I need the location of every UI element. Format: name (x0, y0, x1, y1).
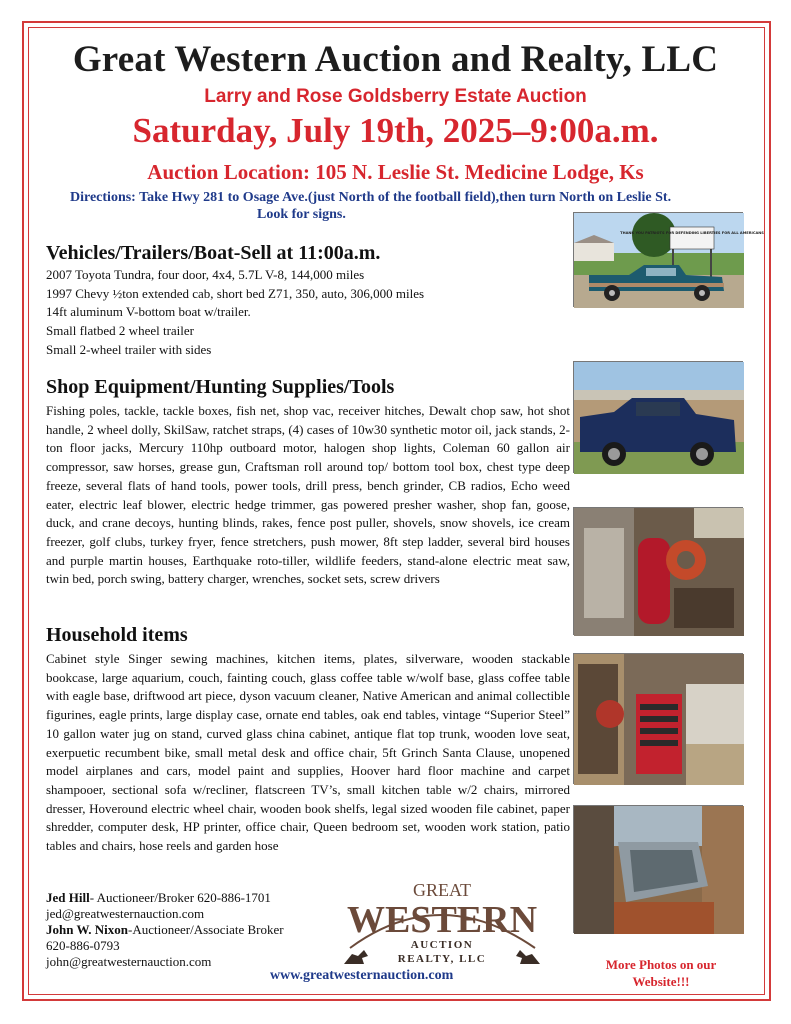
page-title: Great Western Auction and Realty, LLC (72, 39, 719, 80)
photo-boat-trailer-image (574, 806, 744, 934)
photo-chevy-truck-image (574, 213, 764, 308)
auctioneer-2-email[interactable]: john@greatwesternauction.com (46, 954, 212, 969)
shop-heading: Shop Equipment/Hunting Supplies/Tools (46, 376, 395, 398)
logo-great: GREAT (413, 880, 471, 900)
household-items-text: Cabinet style Singer sewing machines, kitchen items, plates, silverware, wooden stackable bookcase, large aquarium, couch, fainting couch, glass coffee table w/wolf base, glass coffee table with eagle base, driftwood art piece, dyson vacuum cleaner, Native American and animal collectible figurines, eagle prints, large display case, ornate end tables, oak end tables, vintage “Superior Steel” 10 gallon water jug on stand, curved glass china cabinet, antique flat top trunk, wooden love seat, exerpuetic recumbent bike, small metal desk and office chair, 5ft Grinch Santa Clause, unopened model airplanes and cars, model paint and supplies, Hoover hard floor machine and carpet shampooer, sectional sofa w/recliner, flatscreen TV’s, small kitchen table w/2 chairs, mirrored dresser, Hoveround electric wheel chair, wooden book shelfs, legal sized wooden file cabinet, paper shredder, computer desk, HP printer, office chair, Queen bedroom set, wooden work station, patio tables and chairs, hose reels and garden hose (46, 651, 570, 854)
photo-toolboxes-image (574, 654, 744, 785)
photo-chevy-truck (573, 212, 764, 307)
sign-text: THANK YOU PATRIOTS FOR DEFENDING LIBERTIES FOR ALL AMERICANS (620, 231, 764, 235)
list-item: Small flatbed 2 wheel trailer (46, 323, 195, 339)
horse-icon-right (516, 950, 540, 964)
auctioneer-2-name: John W. Nixon (46, 922, 129, 937)
more-photos-note: More Photos on our Website!!! (605, 957, 717, 989)
logo-realty: REALTY, LLC (397, 953, 487, 965)
auction-location: Auction Location: 105 N. Leslie St. Medicine Lodge, Ks (147, 160, 644, 184)
list-item: 2007 Toyota Tundra, four door, 4x4, 5.7L V-8, 144,000 miles (46, 267, 365, 282)
auctioneer-1-email[interactable]: jed@greatwesternauction.com (46, 906, 205, 921)
website-link[interactable]: www.greatwesternauction.com (270, 968, 454, 983)
directions-line-2: Look for signs. (257, 207, 346, 222)
photo-shop-compressor-image (574, 508, 744, 636)
logo-western: WESTERN (346, 899, 538, 941)
household-heading: Household items (46, 624, 188, 646)
auctioneer-2-role: -Auctioneer/Associate Broker (128, 922, 284, 937)
auctioneer-1-role: - Auctioneer/Broker 620-886-1701 (89, 890, 271, 905)
logo-auction: AUCTION (410, 939, 474, 951)
photo-toyota-tundra (573, 361, 743, 473)
list-item: 1997 Chevy ½ton extended cab, short bed Z71, 350, auto, 306,000 miles (46, 285, 425, 301)
shop-items-text: Fishing poles, tackle, tackle boxes, fish net, shop vac, receiver hitches, Dewalt chop saw, hot shot handle, 2 wheel dolly, SkilSaw, ratchet straps, (4) cases of 10w30 synthetic motor oil, jack stands, 2-ton floor jacks, Mercury 110hp outboard motor, halogen shop lights, Coleman 60 gallon air compressor, saw horses, grease gun, Craftsman roll around top/ bottom tool box, chest type deep freeze, several flats of hand tools, power tools, drill press, bench grinder, CB radios, Echo weed eater, electric leaf blower, electric hedge trimmer, gas powered presher washer, shop fan, goose, duck, and crane decoys, hunting blinds, rakes, fence post puller, shovels, snow shovels, ice cream freezer, golf clubs, turkey fryer, fence stretchers, push mower, 8ft step ladder, several bird houses and purple martin houses, Earthquake roto-tiller, wildlife feeders, stand-alone electric meat saw, twin bed, porch swing, battery charger, wrenches, socket sets, screw drivers (46, 403, 570, 587)
estate-subtitle: Larry and Rose Goldsberry Estate Auction (204, 86, 587, 107)
vehicles-heading: Vehicles/Trailers/Boat-Sell at 11:00a.m. (46, 242, 381, 264)
vehicles-list (46, 266, 566, 360)
photo-toolboxes (573, 653, 743, 784)
horse-icon (344, 950, 368, 964)
photo-toyota-tundra-image (574, 362, 744, 474)
contact-block (46, 890, 346, 970)
photo-boat-trailer (573, 805, 743, 933)
auctioneer-2-phone: 620-886-0793 (46, 938, 120, 953)
great-western-logo (330, 878, 555, 970)
list-item: 14ft aluminum V-bottom boat w/trailer. (46, 304, 251, 320)
auction-date: Saturday, July 19th, 2025–9:00a.m. (132, 111, 659, 150)
logo-graphic (330, 878, 555, 970)
photo-shop-compressor (573, 507, 743, 635)
auctioneer-1-name: Jed Hill (46, 890, 90, 905)
directions-line-1: Directions: Take Hwy 281 to Osage Ave.(just North of the football field),then turn North on Leslie St. (70, 190, 672, 205)
list-item: Small 2-wheel trailer with sides (46, 341, 212, 357)
